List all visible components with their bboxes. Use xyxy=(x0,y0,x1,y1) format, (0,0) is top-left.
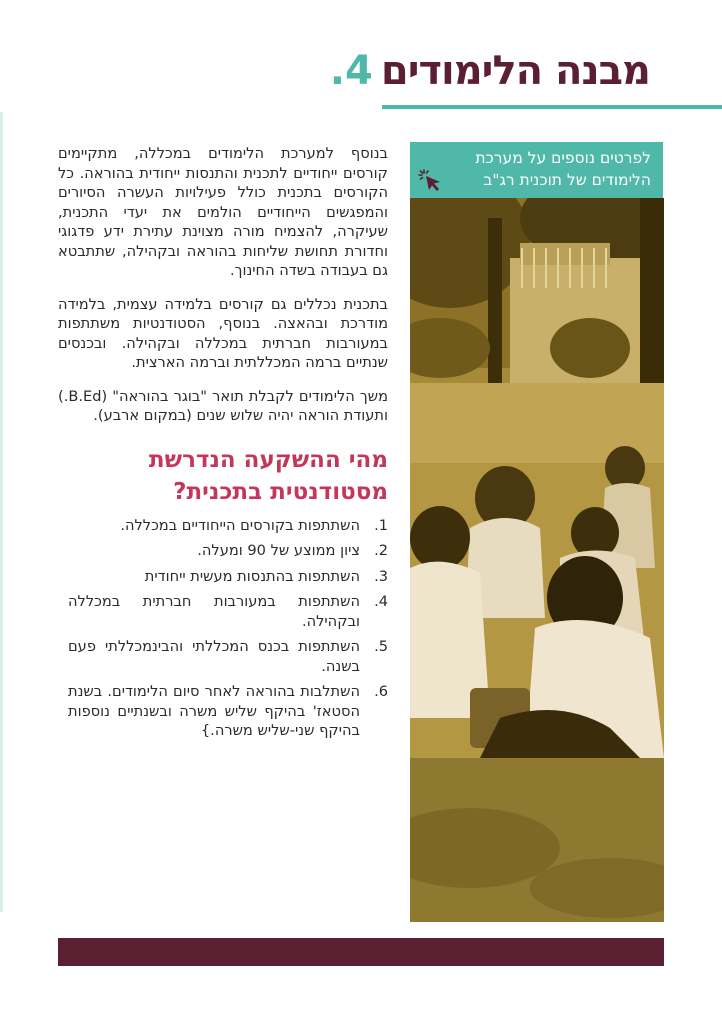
requirements-heading xyxy=(58,444,388,508)
page-title-text: מבנה הלימודים xyxy=(380,48,650,94)
requirements-list xyxy=(58,516,388,741)
more-info-text[interactable]: לפרטים נוספים על מערכת הלימודים של תוכנית רג"ב xyxy=(475,149,651,189)
list-item-number: 6. xyxy=(374,683,388,700)
title-underline xyxy=(382,105,722,109)
section-number: 4. xyxy=(329,48,373,94)
list-item-number: 5. xyxy=(374,638,388,655)
page-title xyxy=(330,48,650,108)
list-item xyxy=(58,567,388,587)
list-item-text: השתלבות בהוראה לאחר סיום הלימודים. בשנת הסטאז' בהיקף שליש משרה ובשנתיים נוספות בהיקף שני-שליש משרה.} xyxy=(68,683,360,739)
list-item xyxy=(58,541,388,561)
more-info-link-box[interactable] xyxy=(410,142,663,198)
list-item-text: השתתפות במעורבות חברתית במכללה ובקהילה. xyxy=(68,593,360,630)
list-item-number: 3. xyxy=(374,567,388,585)
list-item-text: השתתפות בכנס המכללתי והבינמכללתי פעם בשנה. xyxy=(68,638,360,675)
intro-paragraph: בנוסף למערכת הלימודים במכללה, מתקיימים קורסים ייחודיים לתכנית והתנסות ייחודית בהוראה. כל הקורסים בתכנית כולל פעילויות העשרה הסיורים והמפגשים הייחודיים הולמים את יעדי התכנית, שעיקרה, להצמיח מורה מצוינת עתירת ידע פדגוגי וחדורת תחושת שליחות בהוראה ובקהילה, שתתבטא גם בעבודה בשדה החינוך. xyxy=(58,145,388,279)
list-item-number: 2. xyxy=(374,542,388,559)
list-item-text: השתתפות בהתנסות מעשית ייחודית xyxy=(144,567,360,585)
courses-paragraph: בתכנית נכללים גם קורסים בלמידה עצמית, בלמידה מודרכת ובהאצה. בנוסף, הסטודנטיות משתתפות במעורבות חברתית במכללה ובקהילה. ובכנסים שנתיים ברמה המכללתית וברמה הארצית. xyxy=(58,295,388,371)
footer-bar xyxy=(58,938,664,966)
requirements-heading-line2: מסטודנטית בתכנית? xyxy=(173,478,388,505)
main-text-column xyxy=(58,144,388,747)
list-item xyxy=(58,682,388,741)
list-item xyxy=(58,592,388,631)
list-item xyxy=(58,637,388,676)
list-item xyxy=(58,516,388,536)
list-item-number: 1. xyxy=(374,516,388,534)
requirements-heading-line1: מהי ההשקעה הנדרשת xyxy=(148,446,388,473)
duration-paragraph: משך הלימודים לקבלת תואר "בוגר בהוראה" (B.Ed.) ותעודת הוראה יהיה שלוש שנים (במקום ארבע). xyxy=(58,387,388,424)
page-edge-line xyxy=(0,112,3,912)
list-item-number: 4. xyxy=(374,593,388,610)
students-photo xyxy=(410,198,664,922)
list-item-text: ציון ממוצע של 90 ומעלה. xyxy=(197,542,360,559)
list-item-text: השתתפות בקורסים הייחודיים במכללה. xyxy=(120,516,360,534)
cursor-click-icon xyxy=(418,168,444,194)
